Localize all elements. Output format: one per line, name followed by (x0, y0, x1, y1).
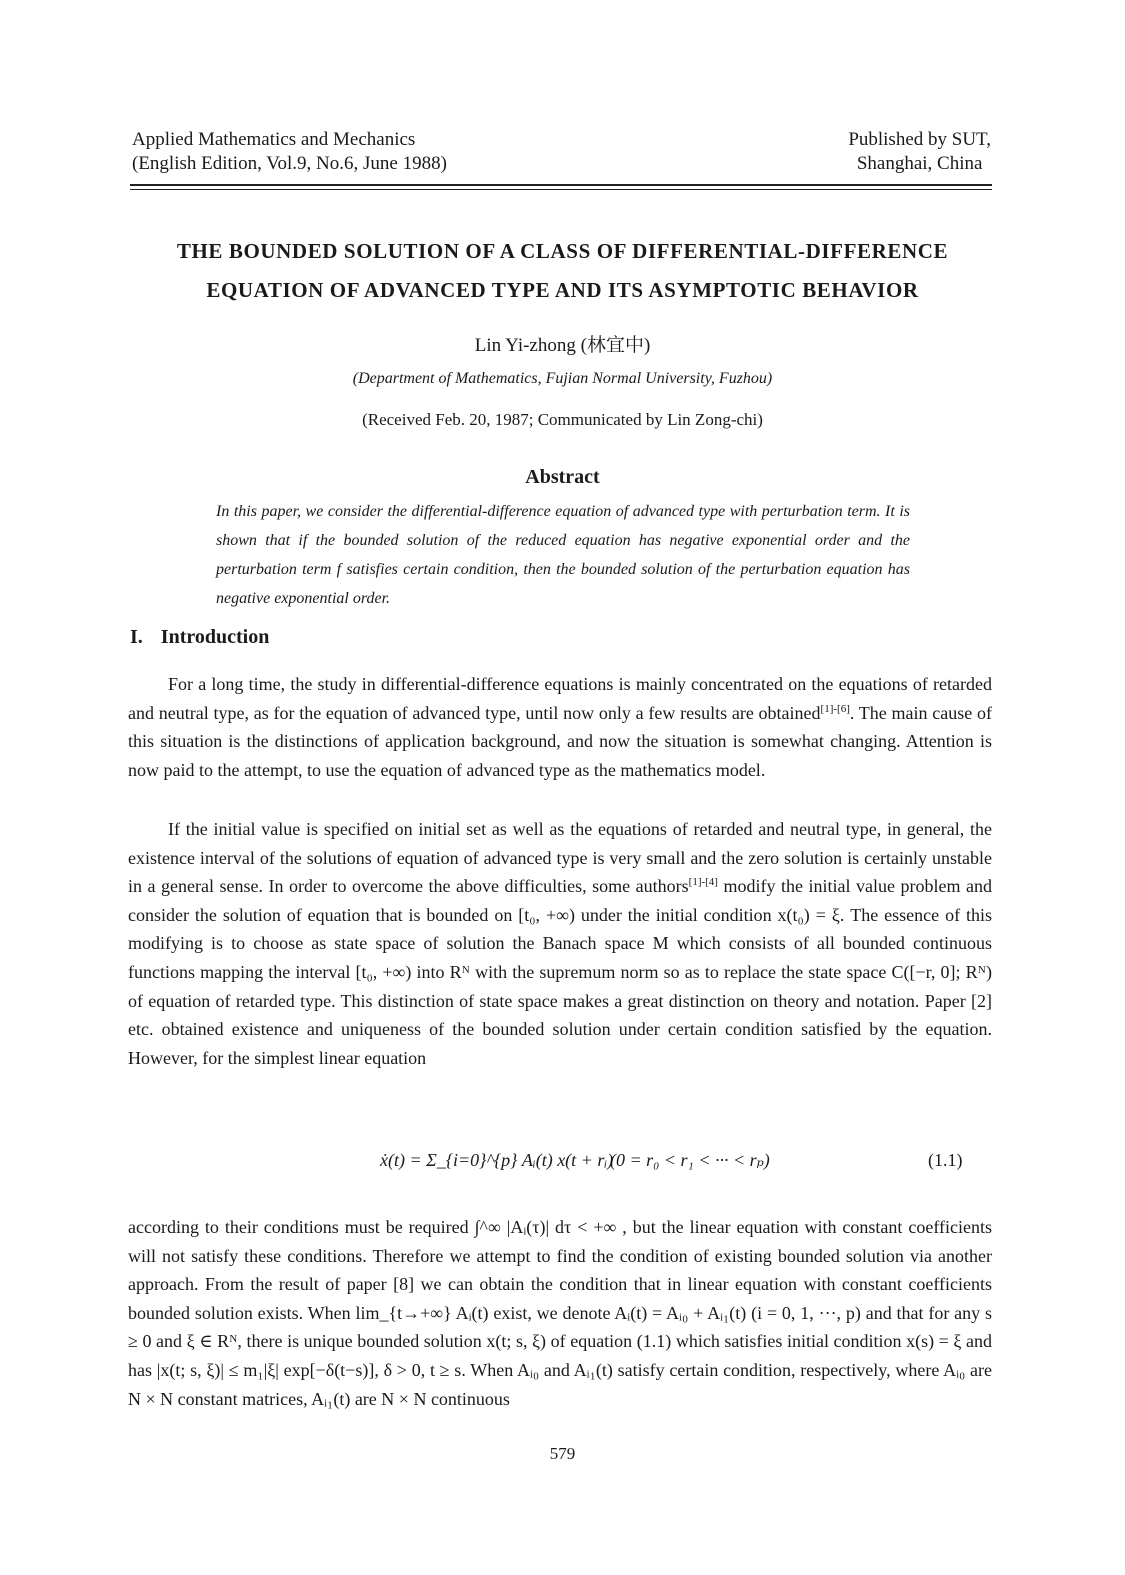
affiliation: (Department of Mathematics, Fujian Normal University, Fuzhou) (352, 370, 773, 387)
section-number: I. (130, 626, 143, 648)
author: Lin Yi-zhong (林宜中) (474, 335, 651, 356)
publisher-location: Shanghai, China (856, 153, 983, 174)
journal-edition: (English Edition, Vol.9, No.6, June 1988) (132, 153, 447, 174)
paragraph-2-text-a: If the initial value is specified on initial set as well as the equations of retarded and neutral type, in general, the existence interval of the solutions of equation of advanced type is very small and the zero solution is certainly unstable in a general sense. In order to overcome the above difficulties, some authors (128, 819, 992, 897)
paragraph-2 (128, 815, 992, 1072)
received-date: (Received Feb. 20, 1987; Communicated by Lin Zong-chi) (362, 410, 763, 429)
paper-title (120, 232, 1005, 310)
paragraph-1 (128, 670, 992, 784)
journal-name: Applied Mathematics and Mechanics (132, 129, 416, 150)
equation-1-1: ẋ(t) = Σ_{i=0}^{p} Aᵢ(t) x(t + rᵢ) (380, 1150, 614, 1170)
header-rule-thick (130, 184, 992, 186)
publisher: Published by SUT, (848, 129, 991, 150)
citation: [1]-[4] (688, 876, 718, 889)
paragraph-1-text-b: . The main cause of this situation is the distinctions of application background, and now the situation is somewhat changing. Attention is now paid to the attempt, to use the equation of advanced type as the mathematics model. (128, 702, 992, 780)
paragraph-3: according to their conditions must be required ∫^∞ |Aᵢ(τ)| dτ < +∞ , but the linear equation with constant coefficients will not satisfy these conditions. Therefore we attempt to find the condition of existing bounded solution via another approach. From the result of paper [8] we can obtain the condition that in linear equation with constant coefficients bounded solution exists. When lim_{t→+∞} Aᵢ(t) exist, we denote Aᵢ(t) = Aᵢ₀ + Aᵢ₁(t) (i = 0, 1, ···, p) and that for any s ≥ 0 and ξ ∈ Rᴺ, there is unique bounded solution x(t; s, ξ) of equation (1.1) which satisfies initial condition x(s) = ξ and has |x(t; s, ξ)| ≤ m₁|ξ| exp[−δ(t−s)], δ > 0, t ≥ s. When Aᵢ₀ and Aᵢ₁(t) satisfy certain condition, respectively, where Aᵢ₀ are N × N constant matrices, Aᵢ₁(t) are N × N continuous (128, 1217, 992, 1409)
paragraph-1-text-a: For a long time, the study in differential-difference equations is mainly concentrated on the equations of retarded and neutral type, as for the equation of advanced type, until now only a few results are obtained (128, 674, 992, 723)
journal-header-right (848, 128, 991, 176)
title-line-2: EQUATION OF ADVANCED TYPE AND ITS ASYMPTOTIC BEHAVIOR (206, 278, 919, 302)
journal-header-left (132, 128, 447, 176)
abstract-text: In this paper, we consider the differential-difference equation of advanced type with perturbation term. It is shown that if the bounded solution of the reduced equation has negative exponential order and the perturbation term f satisfies certain condition, then the bounded solution of the perturbation equation has negative exponential order. (216, 503, 910, 607)
section-heading (130, 626, 269, 649)
equation-condition: (0 = r₀ < r₁ < ··· < rₚ) (610, 1150, 770, 1170)
equation-label: (1.1) (928, 1150, 963, 1170)
abstract-heading: Abstract (525, 466, 600, 488)
citation: [1]-[6] (820, 702, 850, 715)
section-title: Introduction (160, 626, 270, 648)
title-line-1: THE BOUNDED SOLUTION OF A CLASS OF DIFFERENTIAL-DIFFERENCE (176, 239, 949, 263)
header-rule-thin (130, 189, 992, 190)
page-number: 579 (549, 1444, 576, 1463)
paragraph-2-text-b: modify the initial value problem and consider the solution of equation that is bounded on [t₀, +∞) under the initial condition x(t₀) = ξ. The essence of this modifying is to choose as state space of solution the Banach space M which consists of all bounded continuous functions mapping the interval [t₀, +∞) into Rᴺ with the supremum norm so as to replace the state space C([−r, 0]; Rᴺ) of equation of retarded type. This distinction of state space makes a great distinction on theory and notation. Paper [2] etc. obtained existence and uniqueness of the bounded solution under certain condition satisfied by the equation. However, for the simplest linear equation (128, 876, 993, 1068)
